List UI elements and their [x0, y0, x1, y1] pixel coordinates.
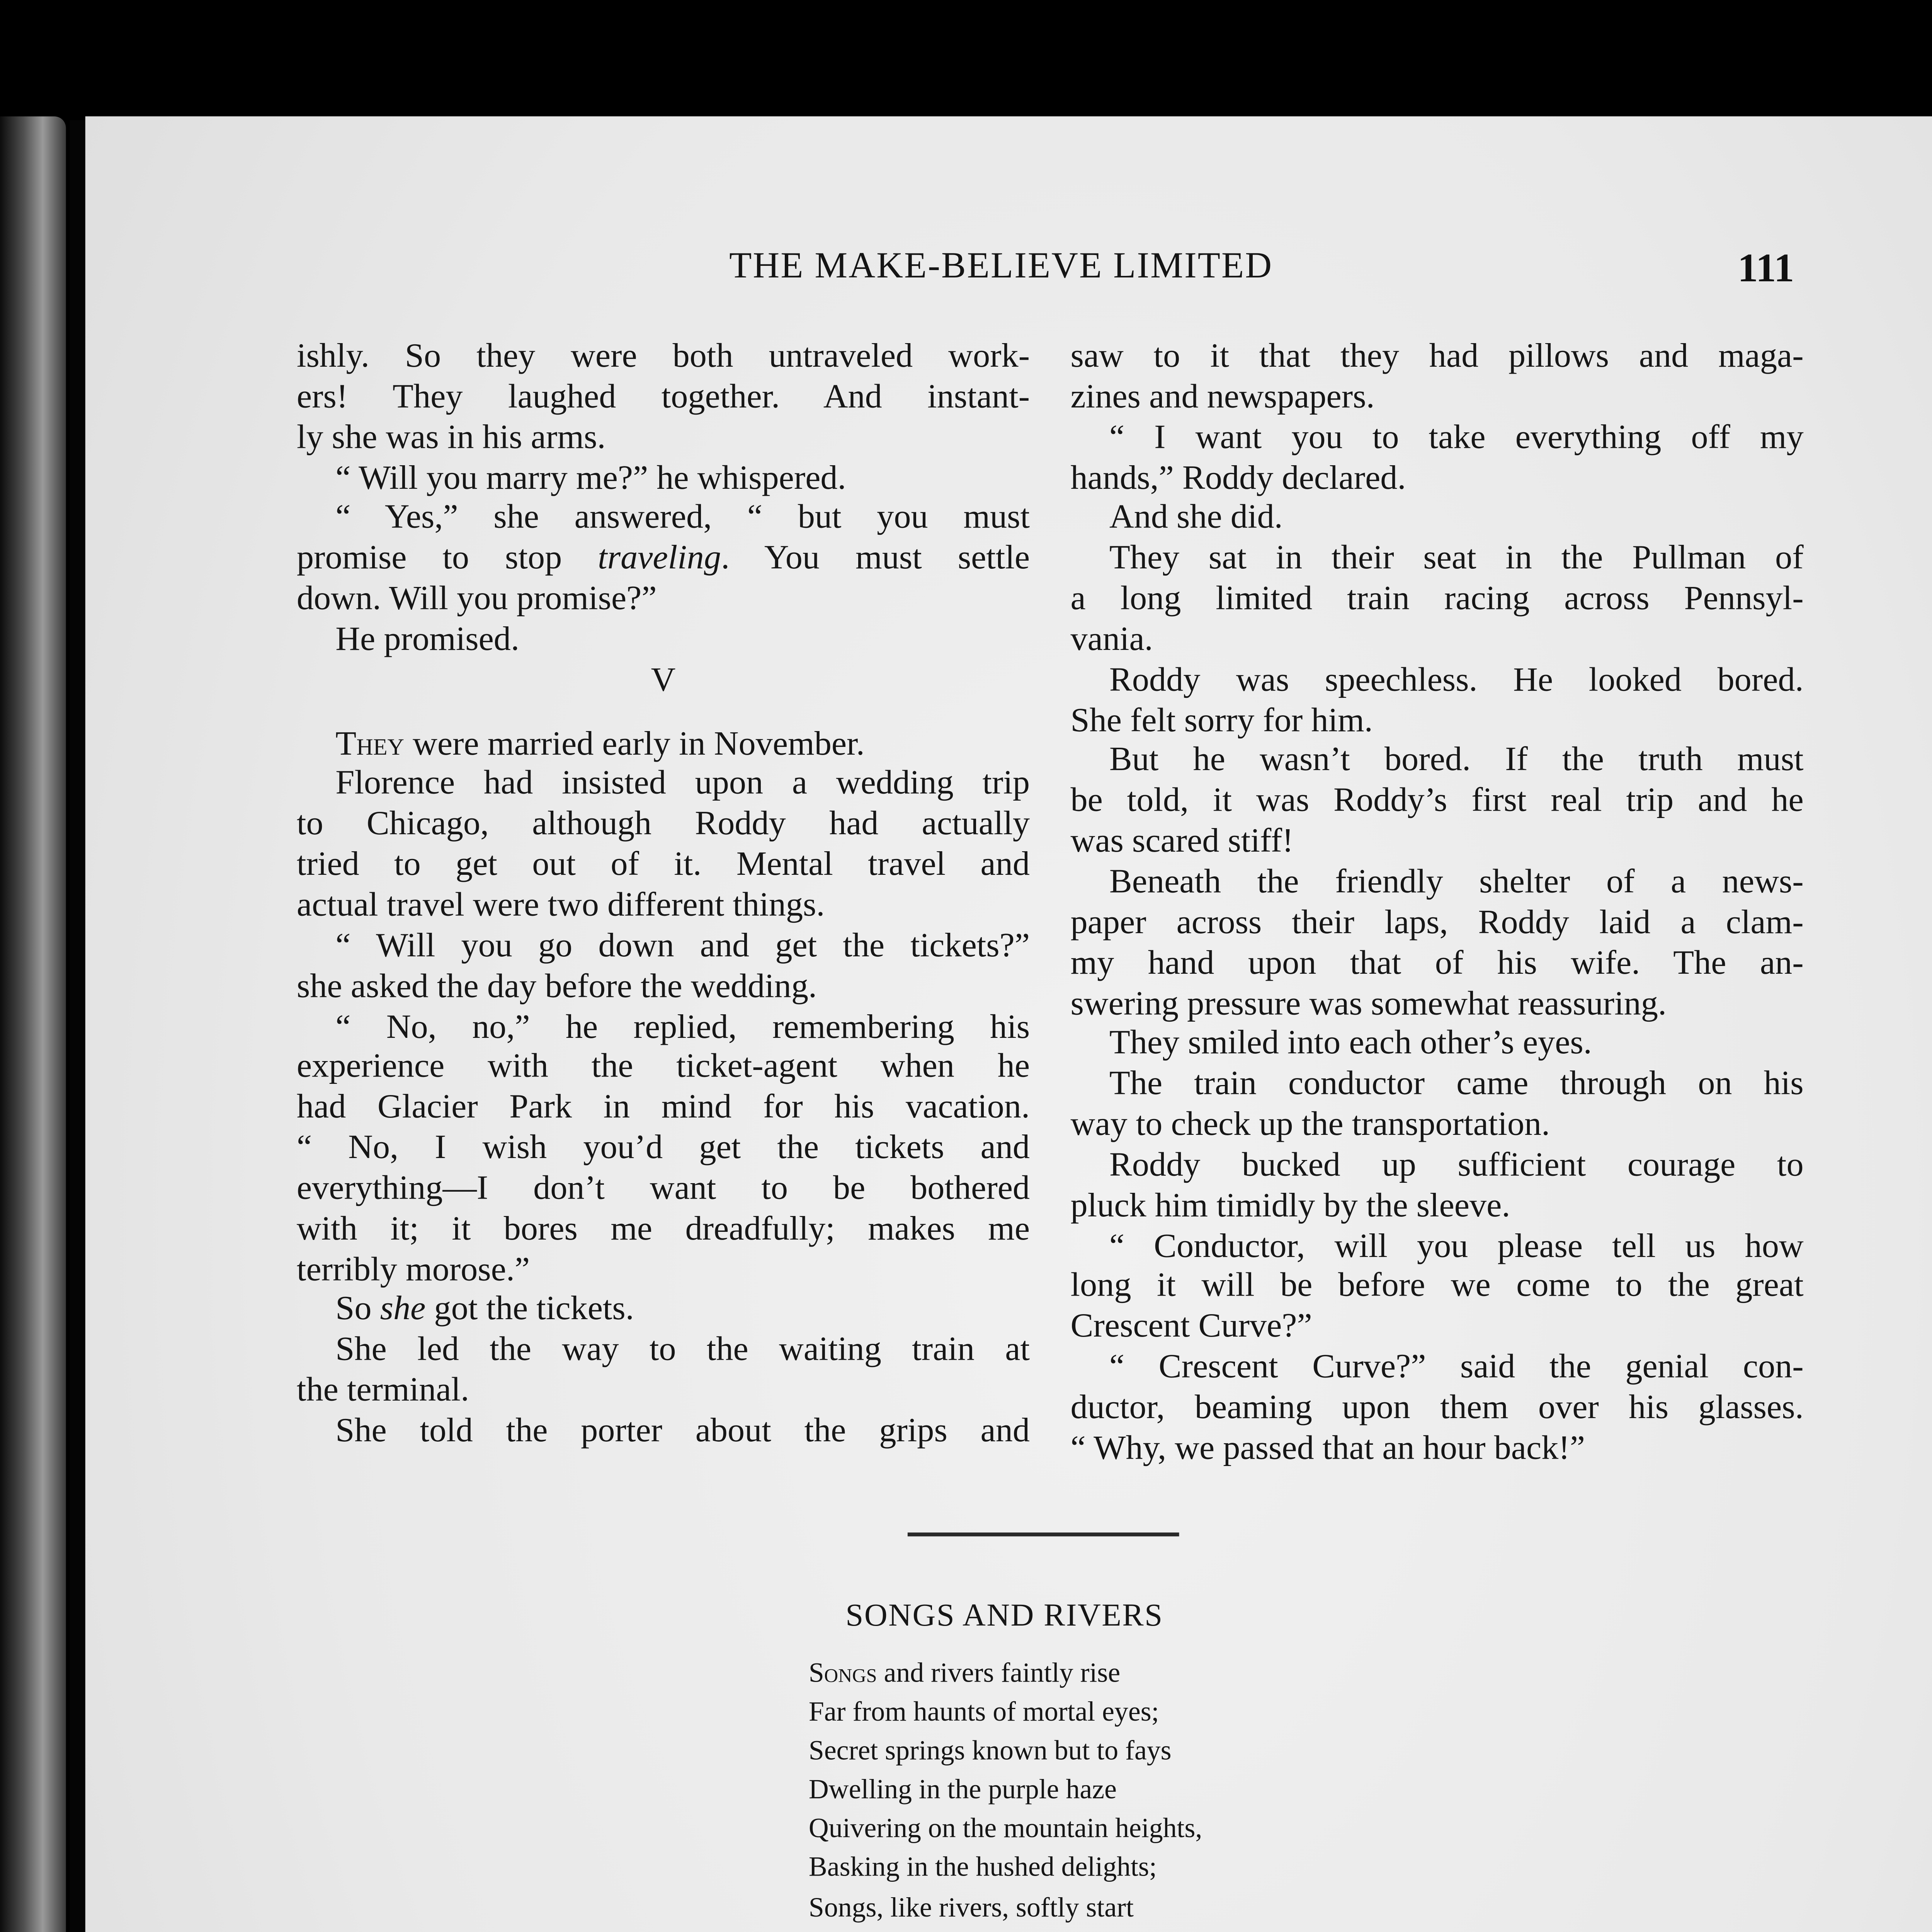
text-line: saw to it that they had pillows and maga- [1070, 335, 1804, 374]
text-line: paper across their laps, Roddy laid a clam- [1070, 901, 1804, 940]
emphasis-text: she [380, 1289, 426, 1328]
text-line: He promised. [335, 619, 520, 658]
text-line: But he wasn’t bored. If the truth must [1109, 740, 1804, 779]
text-line: ductor, beaming upon them over his glasses. [1070, 1387, 1804, 1426]
poem-title: SONGS AND RIVERS [845, 1596, 1163, 1634]
text-line: They smiled into each other’s eyes. [1109, 1023, 1592, 1062]
story-column-right [1070, 336, 1803, 1468]
emphasis-text: traveling [598, 537, 721, 577]
text-line: They sat in their seat in the Pullman of [1109, 537, 1804, 577]
text-line: Roddy bucked up sufficient courage to [1109, 1144, 1804, 1183]
text-line: “ No, no,” he replied, remembering his [335, 1006, 1030, 1045]
poem-line: Secret springs known but to fays [808, 1736, 1172, 1768]
text-line: experience with the ticket-agent when he [296, 1046, 1030, 1085]
section-number: V [651, 659, 676, 698]
poem-line: Dwelling in the purple haze [808, 1776, 1117, 1807]
text-line: Florence had insisted upon a wedding trip [335, 763, 1030, 802]
text-line: Roddy was speechless. He looked bored. [1109, 659, 1804, 698]
text-line: And she did. [1109, 497, 1283, 536]
text-span: were married early in November. [404, 723, 865, 762]
text-line: hands,” Roddy declared. [1070, 457, 1406, 496]
text-line [297, 723, 1030, 764]
story-column-left [297, 336, 1030, 1451]
small-caps-opening: They [335, 723, 405, 762]
text-line: zines and newspapers. [1070, 376, 1375, 415]
text-line: She felt sorry for him. [1070, 699, 1373, 738]
text-line: actual travel were two different things. [296, 884, 825, 923]
text-line: “ Will you marry me?” he whispered. [335, 457, 846, 496]
text-line: “ Will you go down and get the tickets?” [335, 925, 1030, 964]
text-line: “ No, I wish you’d get the tickets and [296, 1127, 1030, 1166]
text-line: way to check up the transportation. [1070, 1104, 1550, 1143]
small-caps-opening: Songs [808, 1658, 877, 1690]
previous-page-edge [0, 116, 66, 1932]
text-line: “ Crescent Curve?” said the genial con- [1109, 1346, 1804, 1386]
poem-line: Basking in the hushed delights; [808, 1853, 1157, 1885]
text-line [297, 538, 1030, 578]
text-line: “ Why, we passed that an hour back!” [1070, 1427, 1585, 1466]
poem-line: Far from haunts of mortal eyes; [808, 1697, 1159, 1729]
running-title: THE MAKE-BELIEVE LIMITED [729, 246, 1273, 287]
text-line: ishly. So they were both untraveled work- [296, 335, 1030, 374]
text-span: got the tickets. [425, 1289, 634, 1328]
text-line: pluck him timidly by the sleeve. [1070, 1185, 1510, 1224]
text-line: terribly morose.” [296, 1248, 530, 1287]
poem-line: Songs, like rivers, softly start [808, 1892, 1134, 1924]
poem-line [809, 1655, 1258, 1694]
poem-body [809, 1655, 1258, 1932]
text-line: to Chicago, although Roddy had actually [296, 803, 1030, 843]
text-line: had Glacier Park in mind for his vacation. [296, 1087, 1030, 1126]
text-line: with it; it bores me dreadfully; makes me [296, 1208, 1030, 1247]
text-span: . You must settle [721, 537, 1030, 577]
text-span: So [335, 1289, 380, 1328]
text-line: The train conductor came through on his [1109, 1063, 1804, 1102]
text-line: She led the way to the waiting train at [335, 1329, 1030, 1368]
spacer [297, 699, 1030, 723]
poem-line [809, 1928, 1258, 1932]
text-line: a long limited train racing across Pennsyl- [1070, 578, 1804, 617]
text-line: Crescent Curve?” [1070, 1306, 1312, 1345]
text-line: tried to get out of it. Mental travel and [296, 844, 1030, 883]
text-line: ers! They laughed together. And instant- [296, 376, 1030, 415]
text-line: “ Conductor, will you please tell us how [1109, 1225, 1804, 1264]
text-line: the terminal. [296, 1369, 469, 1409]
text-line: was scared stiff! [1070, 821, 1294, 860]
text-line: “ I want you to take everything off my [1109, 416, 1804, 456]
text-line: long it will be before we come to the great [1070, 1265, 1804, 1304]
text-span: and rivers faintly rise [877, 1658, 1121, 1690]
text-line [297, 1289, 1030, 1330]
text-line: everything—I don’t want to be bothered [296, 1167, 1030, 1207]
poem-line: Quivering on the mountain heights, [808, 1814, 1202, 1846]
section-divider-rule [908, 1532, 1179, 1536]
text-line: she asked the day before the wedding. [296, 965, 817, 1004]
text-line: down. Will you promise?” [296, 578, 657, 617]
page-number: 111 [1738, 244, 1794, 291]
text-line: She told the porter about the grips and [335, 1410, 1030, 1449]
text-line: ly she was in his arms. [296, 416, 606, 456]
text-line: “ Yes,” she answered, “ but you must [335, 497, 1030, 536]
book-gutter [70, 120, 85, 1932]
text-line: my hand upon that of his wife. The an- [1070, 942, 1804, 981]
text-line: be told, it was Roddy’s first real trip and he [1070, 780, 1804, 820]
text-line: vania. [1070, 619, 1153, 658]
text-span: promise to stop [296, 537, 598, 577]
text-line: Beneath the friendly shelter of a news- [1109, 861, 1804, 900]
text-line: swering pressure was somewhat reassuring. [1070, 982, 1667, 1022]
